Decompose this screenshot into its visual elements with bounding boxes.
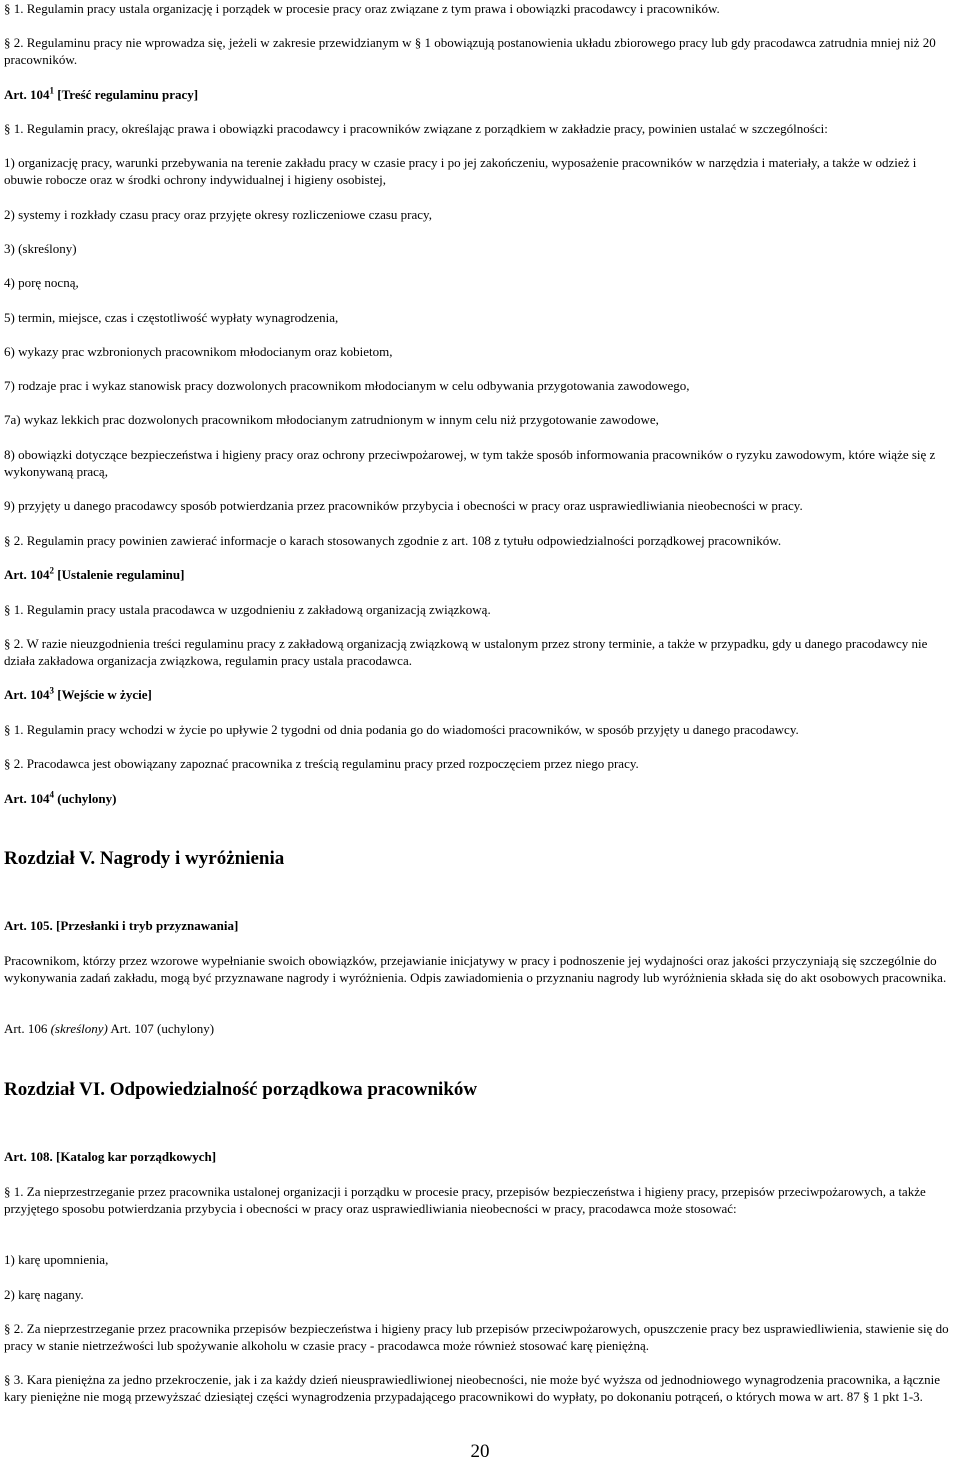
paragraph-108-par1: § 1. Za nieprzestrzeganie przez pracownika ustalonej organizacji i porządku w procesie pracy, przepisów bezpieczeństwa i higieny pracy, przepisów przeciwpożarowych, a także przyjętego sposobu potwierdzania przybycia i obecności w pracy oraz usprawiedliwiania nieobecności w pracy, pracodawca może stosować: [4, 1184, 926, 1216]
article-107-label: Art. 107 (uchylony) [107, 1021, 215, 1036]
article-108-heading: Art. 108. [Katalog kar porządkowych] [4, 1149, 217, 1164]
article-title: [Treść regulaminu pracy] [54, 87, 199, 102]
article-superscript: 1 [49, 85, 54, 96]
article-superscript: 2 [49, 565, 54, 576]
article-106-label: Art. 106 [4, 1021, 51, 1036]
article-104-4-heading [4, 790, 956, 807]
paragraph-104-3-par1: § 1. Regulamin pracy wchodzi w życie po upływie 2 tygodni od dnia podania go do wiadomości pracowników, w sposób przyjęty u danego pracodawcy. [4, 722, 799, 737]
article-104-3-heading [4, 686, 956, 703]
article-superscript: 4 [49, 789, 54, 800]
paragraph-104-1-par1: § 1. Regulamin pracy, określając prawa i obowiązki pracodawcy i pracowników związane z porządkiem w zakładzie pracy, powinien ustalać w szczególności: [4, 121, 828, 136]
article-105-heading: Art. 105. [Przesłanki i tryb przyznawania] [4, 918, 239, 933]
paragraph-par1: § 1. Regulamin pracy ustala organizację i porządek w procesie pracy oraz związane z tym prawa i obowiązki pracodawcy i pracowników. [4, 1, 720, 16]
article-title: [Ustalenie regulaminu] [54, 567, 185, 582]
paragraph-art105: Pracownikom, którzy przez wzorowe wypełnianie swoich obowiązków, przejawianie inicjatywy w pracy i podnoszenie jej wydajności oraz jakości przyczyniają się szczególnie do wykonywania zadań zakładu, mogą być przyznawane nagrody i wyróżnienia. Odpis zawiadomienia o przyznaniu nagrody lub wyróżnienia składa się do akt osobowych pracownika. [4, 953, 947, 985]
penalty-item-2: 2) karę nagany. [4, 1287, 84, 1302]
article-number: Art. 104 [4, 87, 50, 102]
paragraph-par2: § 2. Regulaminu pracy nie wprowadza się, jeżeli w zakresie przewidzianym w § 1 obowiązują postanowienia układu zbiorowego pracy lub gdy pracodawca zatrudnia mniej niż 20 pracowników. [4, 35, 936, 67]
article-104-1-heading [4, 86, 956, 103]
article-number: Art. 104 [4, 687, 50, 702]
list-item-4: 4) porę nocną, [4, 275, 79, 290]
list-item-8: 8) obowiązki dotyczące bezpieczeństwa i higieny pracy oraz ochrony przeciwpożarowej, w tym także sposób informowania pracowników o ryzyku zawodowym, które wiąże się z wykonywaną pracą, [4, 447, 936, 479]
list-item-7a: 7a) wykaz lekkich prac dozwolonych pracownikom młodocianym zatrudnionym w innym celu niż przygotowanie zawodowe, [4, 412, 659, 427]
paragraph-art106-107 [4, 1020, 956, 1037]
list-item-2: 2) systemy i rozkłady czasu pracy oraz przyjęte okresy rozliczeniowe czasu pracy, [4, 207, 432, 222]
article-number: Art. 104 [4, 791, 50, 806]
paragraph-104-3-par2: § 2. Pracodawca jest obowiązany zapoznać pracownika z treścią regulaminu pracy przed rozpoczęciem przez niego pracy. [4, 756, 639, 771]
chapter-6-heading: Rozdział VI. Odpowiedzialność porządkowa pracowników [4, 1079, 478, 1100]
page-number: 20 [470, 1441, 490, 1462]
list-item-6: 6) wykazy prac wzbronionych pracownikom młodocianym oraz kobietom, [4, 344, 393, 359]
list-item-1: 1) organizację pracy, warunki przebywania na terenie zakładu pracy w czasie pracy i po jej zakończeniu, wyposażenie pracowników w narzędzia i materiały, a także w odzież i obuwie robocze oraz w środki ochrony indywidualnej i higieny osobistej, [4, 155, 917, 187]
penalty-item-1: 1) karę upomnienia, [4, 1252, 109, 1267]
article-superscript: 3 [49, 685, 54, 696]
article-104-2-heading [4, 566, 956, 583]
chapter-5-heading: Rozdział V. Nagrody i wyróżnienia [4, 848, 285, 869]
list-item-9: 9) przyjęty u danego pracodawcy sposób potwierdzania przez pracowników przybycia i obecności w pracy oraz usprawiedliwiania nieobecności w pracy. [4, 498, 803, 513]
paragraph-108-par3: § 3. Kara pieniężna za jedno przekroczenie, jak i za każdy dzień nieusprawiedliwionej nieobecności, nie może być wyższa od jednodniowego wynagrodzenia pracownika, a łącznie kary pieniężne nie mogą przewyższać dziesiątej części wynagrodzenia przypadającego pracownikowi do wypłaty, po dokonaniu potrąceń, o których mowa w art. 87 § 1 pkt 1-3. [4, 1372, 940, 1404]
article-106-status: (skreślony) [50, 1021, 108, 1036]
article-title: (uchylony) [54, 791, 117, 806]
paragraph-104-2-par2: § 2. W razie nieuzgodnienia treści regulaminu pracy z zakładową organizacją związkową w ustalonym przez strony terminie, a także w przypadku, gdy u danego pracodawcy nie działa zakładowa organizacja związkowa, regulamin pracy ustala pracodawca. [4, 636, 928, 668]
list-item-7: 7) rodzaje prac i wykaz stanowisk pracy dozwolonych pracownikom młodocianym w celu odbywania przygotowania zawodowego, [4, 378, 690, 393]
list-item-5: 5) termin, miejsce, czas i częstotliwość wypłaty wynagrodzenia, [4, 310, 339, 325]
list-item-3: 3) (skreślony) [4, 241, 77, 256]
article-title: [Wejście w życie] [54, 687, 152, 702]
article-number: Art. 104 [4, 567, 50, 582]
paragraph-108-par2: § 2. Za nieprzestrzeganie przez pracownika przepisów bezpieczeństwa i higieny pracy lub przepisów przeciwpożarowych, opuszczenie pracy bez usprawiedliwienia, stawienie się do pracy w stanie nietrzeźwości lub spożywanie alkoholu w czasie pracy - pracodawca może również stosować karę pieniężną. [4, 1321, 949, 1353]
paragraph-104-1-par2: § 2. Regulamin pracy powinien zawierać informacje o karach stosowanych zgodnie z art. 108 z tytułu odpowiedzialności porządkowej pracowników. [4, 533, 782, 548]
paragraph-104-2-par1: § 1. Regulamin pracy ustala pracodawca w uzgodnieniu z zakładową organizacją związkową. [4, 602, 491, 617]
